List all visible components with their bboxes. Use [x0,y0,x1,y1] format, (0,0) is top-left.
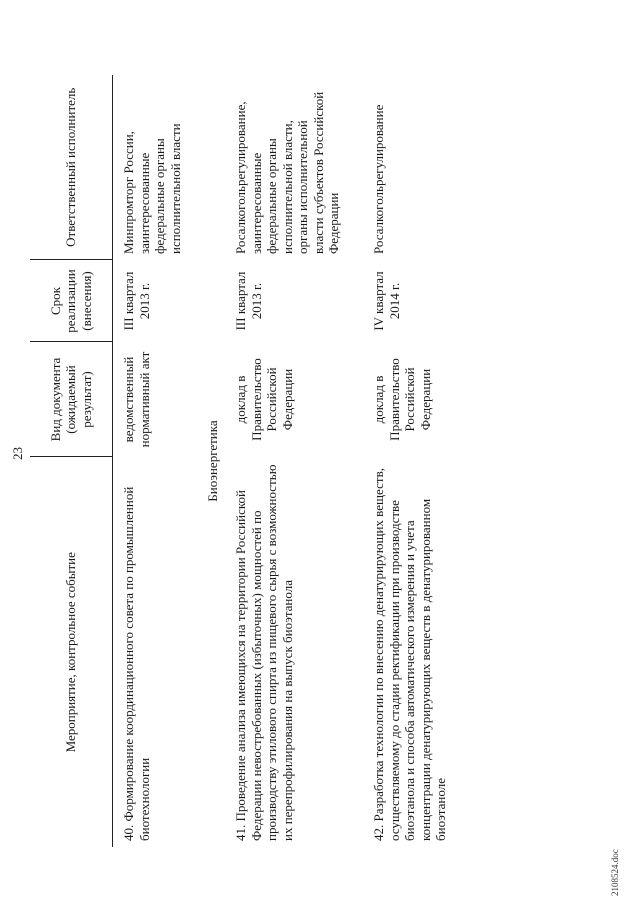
column-header-exec: Ответственный исполнитель [30,75,113,260]
table-row [367,75,485,847]
doc-cell: ведомственный нормативный акт [121,351,152,448]
exec-cell: Росалкогольрегулирование [371,104,386,254]
event-cell: 41. Проведение анализа имеющихся на территории Российской Федерации невостребованных (избыточных) мощностей по производству этилового спирта из пищевого сырья с возможностью их перепрофилирования на выпуск биоэтанола [233,464,295,841]
measures-table [30,75,485,847]
page-number: 23 [10,447,25,460]
term-cell: III квартал 2013 г. [233,271,264,331]
exec-cell: Росалкогольрегулирование, заинтересованные федеральные органы исполнительной власти, органы исполнительной власти субъектов Российской Федерации [233,91,341,254]
column-header-event: Мероприятие, контрольное событие [30,457,113,847]
column-header-term: Срок реализации (внесения) [30,260,113,342]
event-cell: 42. Разработка технологии по внесению денатурирующих веществ, осуществляемому до стадии ректификации при производстве биоэтанола и способа автоматического измерения и учета концентрации денатурирующих веществ в денатурированном биоэтаноле [371,468,448,841]
table-row [229,75,367,847]
section-title: Биоэнергетика [205,420,220,502]
document-code: 2108524.doc [610,849,620,896]
exec-cell: Минпромторг России, заинтересованные федеральные органы исполнительной власти [121,123,183,254]
doc-cell: доклад в Правительство Российской Федерации [371,358,433,441]
column-header-doc: Вид документа (ожидаемый результат) [30,342,113,457]
term-cell: III квартал 2013 г. [121,271,152,331]
table-row [113,75,204,847]
table-header-row [30,75,113,847]
event-cell: 40. Формирование координационного совета по промышленной биотехнологии [121,486,152,841]
section-row [203,75,229,847]
term-cell: IV квартал 2014 г. [371,271,402,331]
doc-cell: доклад в Правительство Российской Федерации [233,358,295,441]
